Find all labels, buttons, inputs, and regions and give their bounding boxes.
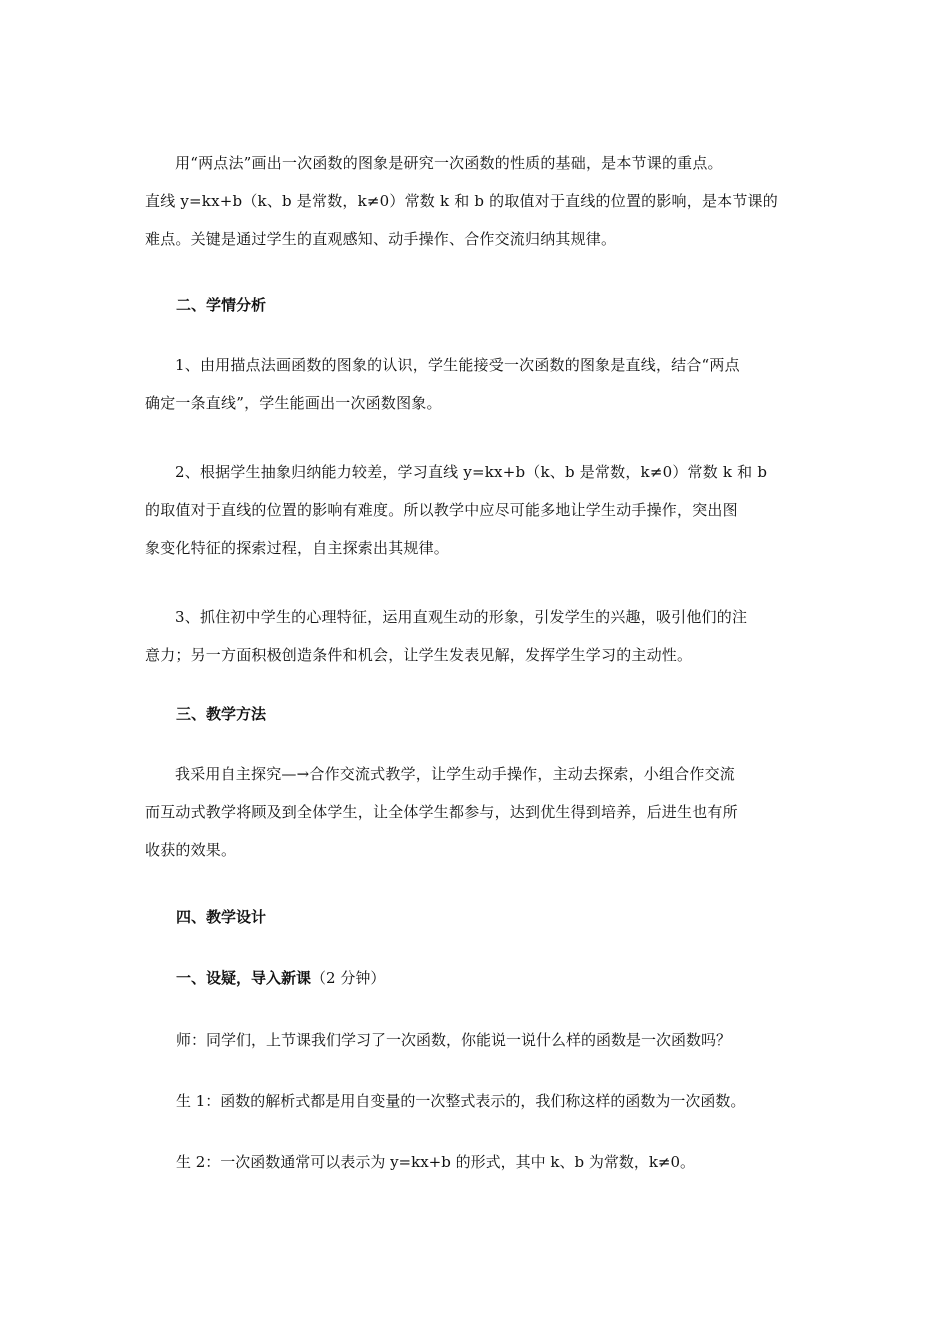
text-line: 1、由用描点法画函数的图象的认识，学生能接受一次函数的图象是直线，结合“两点 <box>175 356 740 374</box>
text-line: 我采用自主探究—→合作交流式教学，让学生动手操作，主动去探索，小组合作交流 <box>175 765 735 783</box>
section-heading-teaching-design: 四、教学设计 <box>176 908 267 926</box>
section-heading-student-analysis: 二、学情分析 <box>176 296 267 314</box>
paragraph-analysis-2 <box>145 453 809 567</box>
dialogue-student-1: 生 1：函数的解析式都是用自变量的一次整式表示的，我们称这样的函数为一次函数。 <box>176 1092 746 1110</box>
subsection-heading-intro <box>176 966 385 990</box>
text-line: 而互动式教学将顾及到全体学生，让全体学生都参与，达到优生得到培养，后进生也有所 <box>145 803 738 821</box>
paragraph-key-point <box>145 144 809 258</box>
text-line: 的取值对于直线的位置的影响有难度。所以教学中应尽可能多地让学生动手操作，突出图 <box>145 501 738 519</box>
text-line: 收获的效果。 <box>145 841 237 859</box>
text-line: 难点。关键是通过学生的直观感知、动手操作、合作交流归纳其规律。 <box>145 230 617 248</box>
text-line: 直线 y=kx+b（k、b 是常数，k≠0）常数 k 和 b 的取值对于直线的位置的影响，是本节课的 <box>145 192 778 210</box>
time-note: （2 分钟） <box>311 969 386 987</box>
paragraph-analysis-3 <box>145 598 809 674</box>
section-heading-teaching-method: 三、教学方法 <box>176 705 267 723</box>
subsection-title: 一、设疑，导入新课 <box>176 969 312 987</box>
text-line: 2、根据学生抽象归纳能力较差，学习直线 y=kx+b（k、b 是常数，k≠0）常数 k 和 b <box>175 463 768 481</box>
dialogue-student-2: 生 2：一次函数通常可以表示为 y=kx+b 的形式，其中 k、b 为常数，k≠0。 <box>176 1153 696 1171</box>
paragraph-analysis-1 <box>145 346 809 422</box>
text-line: 象变化特征的探索过程，自主探索出其规律。 <box>145 539 450 557</box>
text-line: 用“两点法”画出一次函数的图象是研究一次函数的性质的基础，是本节课的重点。 <box>175 154 723 172</box>
text-line: 确定一条直线”，学生能画出一次函数图象。 <box>145 394 442 412</box>
dialogue-teacher: 师：同学们，上节课我们学习了一次函数，你能说一说什么样的函数是一次函数吗？ <box>176 1031 732 1049</box>
text-line: 3、抓住初中学生的心理特征，运用直观生动的形象，引发学生的兴趣，吸引他们的注 <box>175 608 748 626</box>
text-line: 意力；另一方面积极创造条件和机会，让学生发表见解，发挥学生学习的主动性。 <box>145 646 693 664</box>
paragraph-teaching-method <box>145 755 809 869</box>
